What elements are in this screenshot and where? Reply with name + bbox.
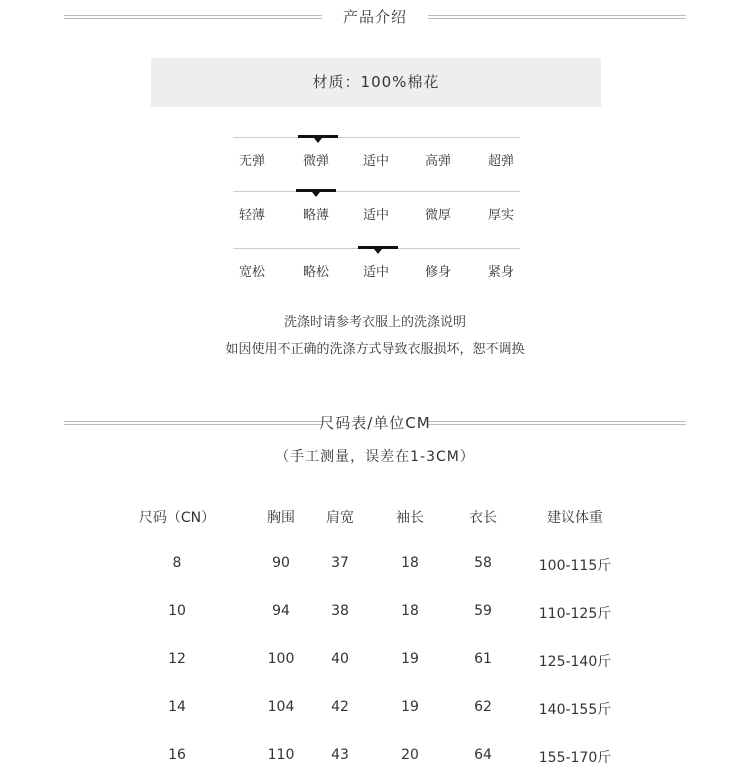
material-box: 材质：100%棉花 [151,58,601,107]
table-cell: 19 [401,651,419,667]
selected-marker [358,246,398,249]
selected-marker [296,189,336,192]
table-cell: 40 [331,651,349,667]
care-instruction-line-2: 如因使用不正确的洗涤方式导致衣服损坏，恕不调换 [225,342,525,357]
fit-scale [233,248,520,280]
table-cell: 64 [474,747,492,763]
table-cell: 59 [474,603,492,619]
size-chart-title: 尺码表/单位CM [319,414,431,432]
col-header-sleeve: 袖长 [396,510,424,526]
elasticity-scale [233,137,520,169]
col-header-length: 衣长 [469,510,497,526]
product-intro-header [64,8,686,35]
table-cell: 12 [168,651,186,667]
scale-item: 微厚 [425,208,452,223]
care-instruction-line-1: 洗涤时请参考衣服上的洗涤说明 [283,315,466,330]
table-cell: 37 [331,555,349,571]
scale-item: 修身 [425,265,452,280]
table-cell: 90 [272,555,290,571]
table-cell: 155-170斤 [538,750,612,766]
table-cell: 14 [168,699,186,715]
size-chart-header [64,414,686,441]
table-cell: 104 [267,699,295,715]
table-cell: 20 [401,747,419,763]
scale-item: 略薄 [303,208,330,223]
scale-item: 无弹 [239,154,266,169]
col-header-chest: 胸围 [267,510,295,526]
table-cell: 19 [401,699,419,715]
thickness-scale [233,191,520,223]
table-cell: 61 [474,651,492,667]
col-header-weight: 建议体重 [547,510,603,526]
table-cell: 16 [168,747,186,763]
col-header-size: 尺码（CN） [138,510,216,526]
scale-item: 适中 [363,154,390,169]
scale-item: 微弹 [303,154,330,169]
scale-item: 适中 [363,265,390,280]
table-cell: 10 [168,603,186,619]
measurement-note: （手工测量，误差在1-3CM） [275,449,475,465]
scale-item: 适中 [363,208,390,223]
scale-item: 轻薄 [239,208,266,223]
table-cell: 140-155斤 [538,702,612,718]
table-cell: 125-140斤 [538,654,612,670]
selected-marker [298,135,338,138]
table-cell: 62 [474,699,492,715]
table-cell: 110 [267,747,295,763]
table-cell: 110-125斤 [538,606,612,622]
table-cell: 18 [401,603,419,619]
table-cell: 58 [474,555,492,571]
table-cell: 18 [401,555,419,571]
table-cell: 42 [331,699,349,715]
product-intro-title: 产品介绍 [342,8,407,26]
table-cell: 8 [172,555,182,571]
table-cell: 100 [267,651,295,667]
scale-item: 超弹 [488,154,515,169]
table-cell: 43 [331,747,349,763]
scale-item: 略松 [303,265,330,280]
scale-item: 紧身 [488,265,515,280]
table-cell: 38 [331,603,349,619]
scale-item: 厚实 [488,208,515,223]
col-header-shoulder: 肩宽 [326,510,354,526]
scale-item: 高弹 [425,154,452,169]
scale-item: 宽松 [239,265,266,280]
table-cell: 100-115斤 [538,558,612,574]
table-cell: 94 [272,603,290,619]
